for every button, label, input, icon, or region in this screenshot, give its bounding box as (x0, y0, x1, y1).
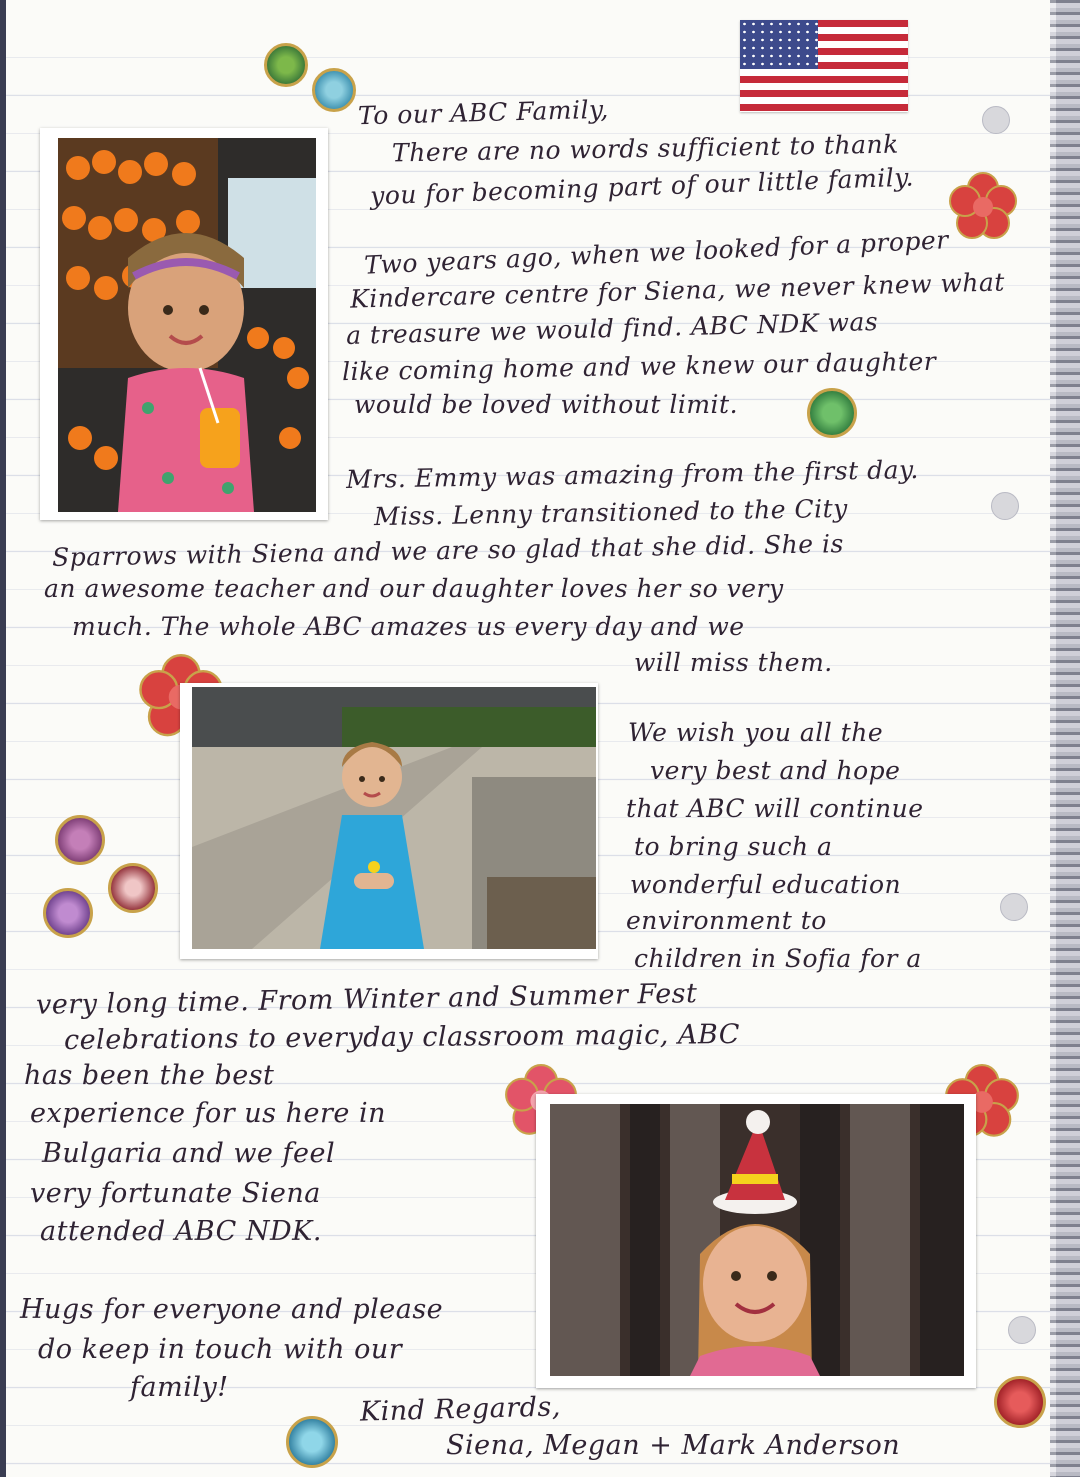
letter-line: much. The whole ABC amazes us every day and we (72, 612, 745, 641)
blue-dot-sticker (312, 68, 356, 112)
letter-line: family! (130, 1372, 229, 1403)
letter-line: has been the best (24, 1060, 275, 1091)
binder-hole (982, 106, 1010, 134)
red-dot-sticker (108, 863, 158, 913)
letter-line: environment to (626, 906, 827, 935)
letter-line: very long time. From Winter and Summer Fest (35, 978, 698, 1021)
green-dot-sticker (264, 43, 308, 87)
letter-line: There are no words sufficient to thank (391, 129, 900, 168)
binder-hole (1008, 1316, 1036, 1344)
letter-line: Bulgaria and we feel (42, 1138, 336, 1169)
letter-line: will miss them. (634, 648, 833, 677)
letter-line: that ABC will continue (626, 794, 924, 823)
letter-line: Mrs. Emmy was amazing from the first day. (345, 455, 920, 494)
purple-dot-sticker (55, 815, 105, 865)
letter-closing: Kind Regards, (359, 1391, 562, 1428)
letter-line: would be loved without limit. (354, 390, 739, 419)
green-dot-sticker (807, 388, 857, 438)
letter-line: do keep in touch with our (38, 1334, 403, 1365)
letter-line: very fortunate Siena (30, 1178, 321, 1209)
girl-with-flower-photo (180, 683, 598, 959)
letter-line: wonderful education (630, 870, 902, 899)
red-dot-sticker (994, 1376, 1046, 1428)
letter-line: Kindercare centre for Siena, we never knew what (349, 267, 1006, 314)
letter-line: Hugs for everyone and please (20, 1294, 444, 1325)
letter-line: children in Sofia for a (634, 944, 922, 973)
letter-line: you for becoming part of our little family. (369, 162, 915, 211)
letter-line: We wish you all the (628, 718, 884, 747)
letter-line: Miss. Lenny transitioned to the City (373, 493, 849, 532)
letter-line: very best and hope (650, 756, 901, 785)
purple-dot-sticker (43, 888, 93, 938)
letter-line: to bring such a (634, 832, 833, 861)
binder-hole (991, 492, 1019, 520)
blue-dot-sticker (286, 1416, 338, 1468)
letter-line: Two years ago, when we looked for a proper (363, 225, 950, 280)
letter-line: Sparrows with Siena and we are so glad that she did. She is (51, 529, 845, 572)
american-flag-sticker (740, 20, 908, 112)
binder-hole (1000, 893, 1028, 921)
spiral-binding (1050, 0, 1080, 1477)
letter-line: an awesome teacher and our daughter loves her so very (44, 574, 784, 603)
letter-line: attended ABC NDK. (40, 1216, 322, 1247)
letter-line: like coming home and we knew our daughter (341, 346, 937, 387)
letter-greeting: To our ABC Family, (357, 94, 610, 131)
letter-line: a treasure we would find. ABC NDK was (345, 307, 879, 350)
letter-line: experience for us here in (30, 1098, 386, 1129)
red-flower-sticker (948, 172, 1018, 242)
girl-birthday-hat-photo (536, 1094, 976, 1388)
girl-with-juice-photo (40, 128, 328, 520)
letter-line: celebrations to everyday classroom magic, ABC (63, 1019, 741, 1056)
letter-signature: Siena, Megan + Mark Anderson (446, 1430, 901, 1461)
